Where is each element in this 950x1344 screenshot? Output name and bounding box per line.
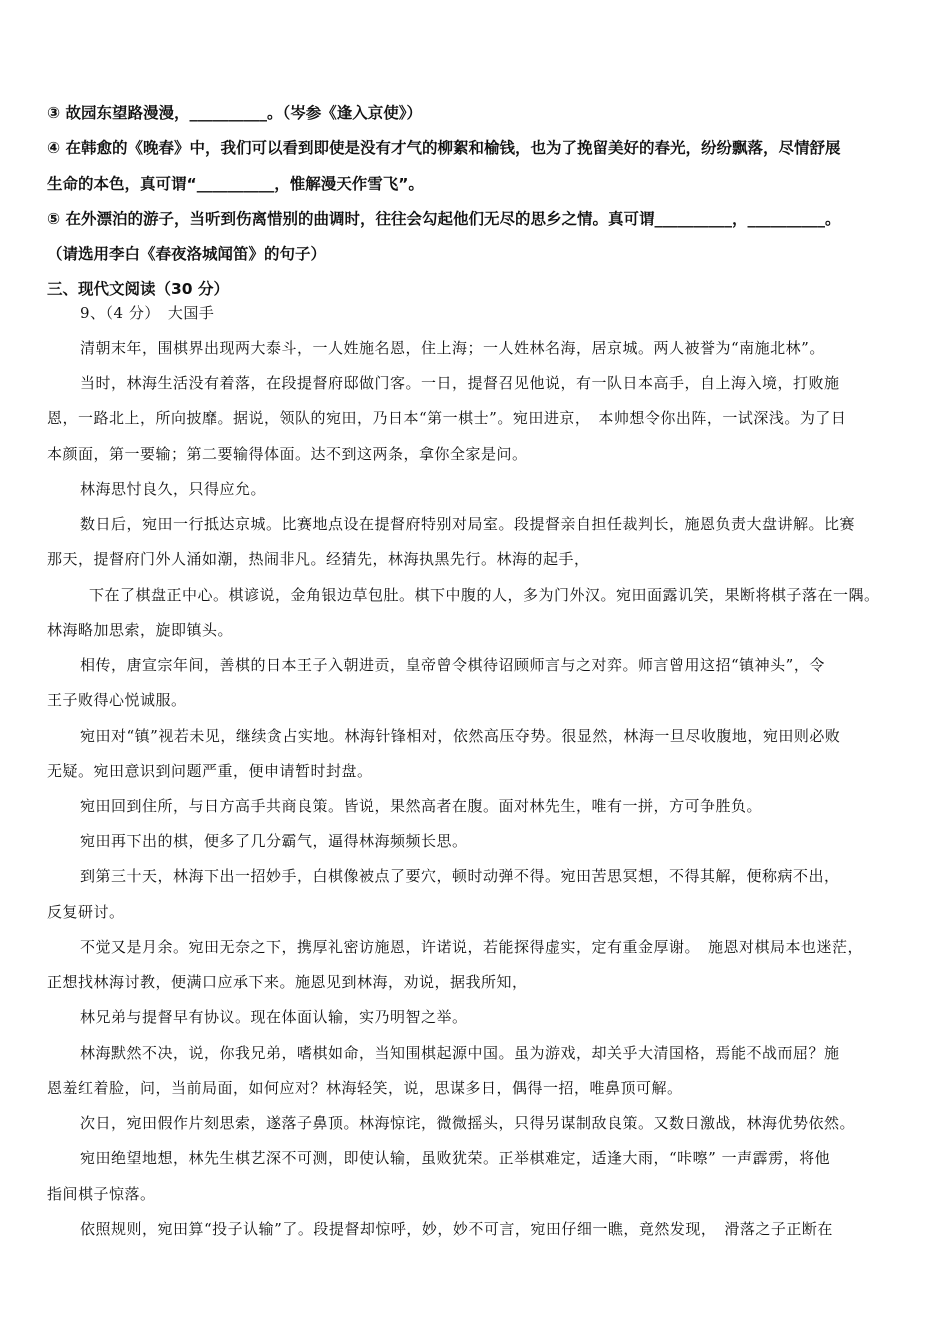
paragraph-line: 指间棋子惊落。 [47, 1185, 156, 1203]
paragraph-line: 当时，林海生活没有着落，在段提督府邸做门客。一日，提督召见他说，有一队日本高手，自上海入境，打败施 [80, 374, 840, 392]
paragraph-line: 林海默然不决，说，你我兄弟，嗜棋如命，当知围棋起源中国。虽为游戏，却关乎大清国格，焉能不战而屈？施 [80, 1044, 840, 1062]
paragraph-line: 清朝末年，围棋界出现两大泰斗，一人姓施名恩，住上海；一人姓林名海，居京城。两人被誉为“南施北林”。 [80, 339, 825, 357]
paragraph-line: 宛田绝望地想，林先生棋艺深不可测，即使认输，虽败犹荣。正举棋难定，适逢大雨，“咔嚓” 一声霹雳，将他 [80, 1149, 831, 1167]
paragraph-line: 宛田再下出的棋，便多了几分霸气，逼得林海频频长思。 [80, 832, 468, 850]
section-heading: 三、现代文阅读（30 分） [47, 280, 229, 298]
paragraph-line: 无疑。宛田意识到问题严重，便申请暂时封盘。 [47, 762, 373, 780]
paragraph-line: 宛田回到住所，与日方高手共商良策。皆说，果然高者在腹。面对林先生，唯有一拼，方可争胜负。 [80, 797, 763, 815]
paragraph-line: 王子败得心悦诚服。 [47, 691, 187, 709]
paragraph-line: 林海思忖良久，只得应允。 [80, 480, 267, 498]
poetry-item-4-cont: 生命的本色，真可谓“__________，惟解漫天作雪飞”。 [47, 175, 424, 193]
paragraph-line: 反复研讨。 [47, 903, 125, 921]
paragraph-line: 恩，一路北上，所向披靡。据说，领队的宛田，乃日本“第一棋士”。宛田进京， 本帅想令你出阵，一试深浅。为了日 [47, 409, 847, 427]
paragraph-line: 相传，唐宣宗年间，善棋的日本王子入朝进贡，皇帝曾令棋待诏顾师言与之对弈。师言曾用这招“镇神头”，令 [80, 656, 825, 674]
paragraph-line: 本颜面，第一要输；第二要输得体面。达不到这两条，拿你全家是问。 [47, 445, 528, 463]
paragraph-line: 依照规则，宛田算“投子认输”了。段提督却惊呼，妙，妙不可言，宛田仔细一瞧，竟然发现， 滑落之子正断在 [80, 1220, 833, 1238]
paragraph-line: 次日，宛田假作片刻思索，遂落子鼻顶。林海惊诧，微微摇头，只得另谋制敌良策。又数日激战，林海优势依然。 [80, 1114, 856, 1132]
paragraph-line: 那天，提督府门外人涌如潮，热闹非凡。经猜先，林海执黑先行。林海的起手， [47, 550, 590, 568]
paragraph-line: 宛田对“镇”视若未见，继续贪占实地。林海针锋相对，依然高压夺势。很显然，林海一旦尽收腹地，宛田则必败 [80, 727, 841, 745]
poetry-item-5-note: （请选用李白《春夜洛城闻笛》的句子） [47, 245, 327, 263]
poetry-item-4: ④ 在韩愈的《晚春》中，我们可以看到即使是没有才气的柳絮和榆钱，也为了挽留美好的春光，纷纷飘落，尽情舒展 [47, 139, 841, 157]
question-title: 9、（4 分） 大国手 [80, 304, 215, 322]
paragraph-line: 数日后，宛田一行抵达京城。比赛地点设在提督府特别对局室。段提督亲自担任裁判长，施恩负责大盘讲解。比赛 [80, 515, 856, 533]
paragraph-line: 不觉又是月余。宛田无奈之下，携厚礼密访施恩，许诺说，若能探得虚实，定有重金厚谢。 施恩对棋局本也迷茫， [80, 938, 864, 956]
paragraph-line: 到第三十天，林海下出一招妙手，白棋像被点了要穴，顿时动弹不得。宛田苦思冥想，不得其解，便称病不出， [80, 867, 840, 885]
poetry-item-5: ⑤ 在外漂泊的游子，当听到伤离惜别的曲调时，往往会勾起他们无尽的思乡之情。真可谓__________，__________。 [47, 210, 841, 228]
poetry-item-3: ③ 故园东望路漫漫，__________。（岑参《逢入京使》） [47, 104, 423, 122]
paragraph-line: 下在了棋盘正中心。棋谚说，金角银边草包肚。棋下中腹的人，多为门外汉。宛田面露讥笑，果断将棋子落在一隅。 [89, 586, 880, 604]
paragraph-line: 正想找林海讨教，便满口应承下来。施恩见到林海，劝说，据我所知， [47, 973, 528, 991]
paragraph-line: 恩羞红着脸，问，当前局面，如何应对？林海轻笑，说，思谋多日，偶得一招，唯鼻顶可解。 [47, 1079, 683, 1097]
paragraph-line: 林海略加思索，旋即镇头。 [47, 621, 234, 639]
paragraph-line: 林兄弟与提督早有协议。现在体面认输，实乃明智之举。 [80, 1008, 468, 1026]
